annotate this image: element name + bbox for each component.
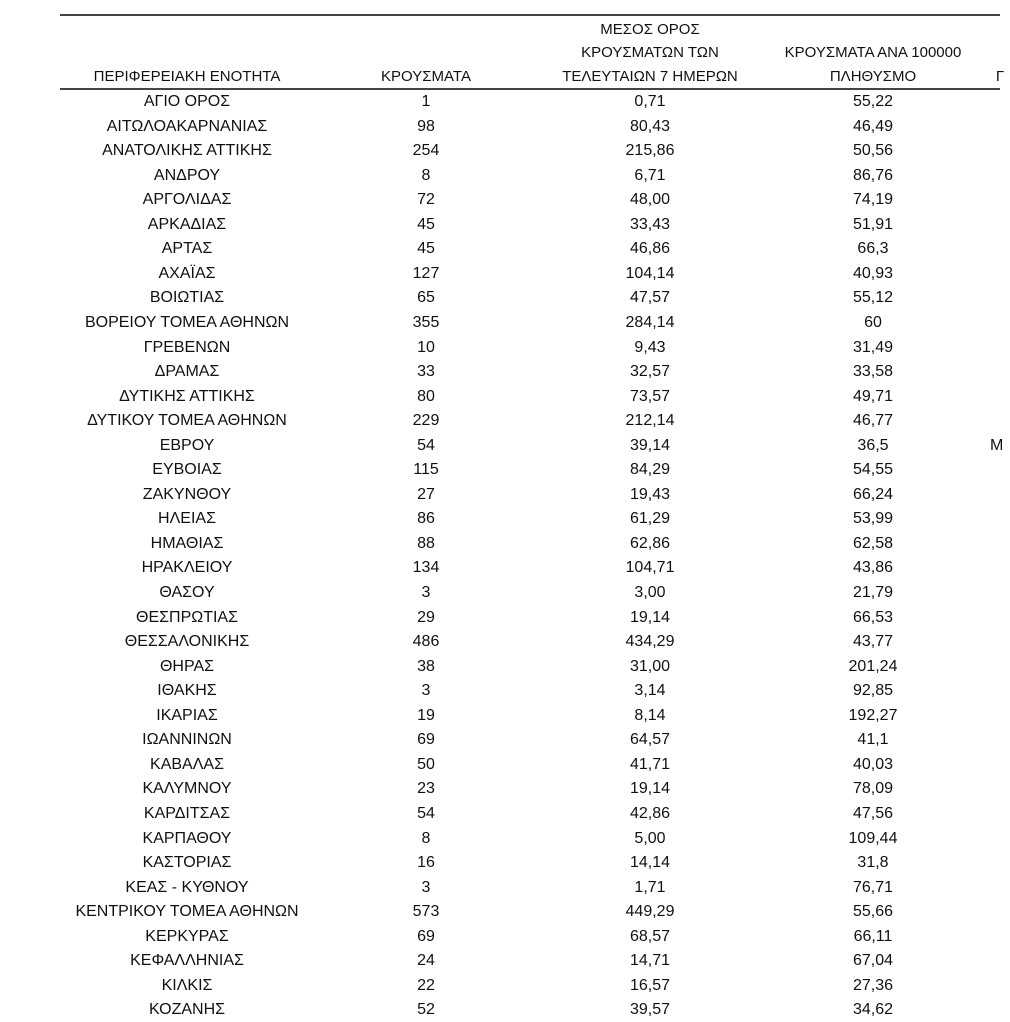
cell-cases: 3	[421, 682, 431, 700]
cell-col5: Μ	[990, 436, 1004, 454]
table-row	[0, 213, 1000, 237]
cell-cases-per-100000: 33,58	[852, 363, 894, 381]
cell-cases: 115	[413, 461, 439, 479]
cell-cases-per-100000: 78,09	[852, 780, 894, 798]
table-row	[0, 311, 1000, 335]
cell-cases-per-100000: 62,58	[852, 534, 894, 552]
cell-cases-per-100000: 47,56	[852, 804, 894, 822]
cell-cases-per-100000: 31,8	[857, 854, 889, 872]
table-row	[0, 188, 1000, 212]
cell-cases: 27	[417, 485, 435, 503]
table-row	[0, 655, 1000, 679]
cell-cases-per-100000: 67,04	[852, 952, 894, 970]
cell-cases: 50	[417, 755, 435, 773]
cell-cases-per-100000: 66,11	[853, 927, 893, 945]
cell-region: ΑΝΑΤΟΛΙΚΗΣ ΑΤΤΙΚΗΣ	[102, 142, 272, 160]
cell-cases: 38	[417, 657, 435, 675]
table-row	[0, 336, 1000, 360]
cell-region: ΚΕΑΣ - ΚΥΘΝΟΥ	[125, 878, 249, 896]
table-row	[0, 409, 1000, 433]
cell-cases-per-100000: 192,27	[848, 706, 898, 724]
table-row	[0, 728, 1000, 752]
cell-cases: 355	[412, 313, 440, 331]
cell-cases: 80	[417, 387, 435, 405]
cell-cases-per-100000: 92,85	[852, 682, 894, 700]
cell-cases-per-100000: 66,24	[852, 485, 894, 503]
cell-avg-7-days: 8,14	[634, 706, 666, 724]
table-row	[0, 802, 1000, 826]
cell-cases: 134	[412, 559, 440, 577]
cell-cases-per-100000: 60	[864, 313, 882, 331]
cell-region: ΑΝΔΡΟΥ	[153, 166, 221, 184]
cell-region: ΗΡΑΚΛΕΙΟΥ	[141, 559, 233, 577]
table-row	[0, 704, 1000, 728]
cell-avg-7-days: 84,29	[629, 461, 671, 479]
cell-cases-per-100000: 43,77	[852, 633, 894, 651]
cell-region: ΔΡΑΜΑΣ	[154, 363, 220, 381]
cell-avg-7-days: 39,14	[629, 436, 671, 454]
cell-avg-7-days: 61,29	[629, 510, 671, 528]
cell-avg-7-days: 19,43	[629, 485, 671, 503]
cell-region: ΖΑΚΥΝΘΟΥ	[142, 485, 232, 503]
cell-cases: 573	[412, 903, 440, 921]
cell-cases-per-100000: 43,86	[852, 559, 894, 577]
table-row	[0, 139, 1000, 163]
cell-cases: 72	[417, 191, 435, 209]
cell-avg-7-days: 6,71	[634, 166, 666, 184]
cell-avg-7-days: 212,14	[625, 412, 675, 430]
table-row	[0, 164, 1000, 188]
header-line: ΚΡΟΥΣΜΑΤΑ ΑΝΑ 100000	[784, 44, 962, 61]
cell-cases: 22	[417, 976, 435, 994]
cell-avg-7-days: 284,14	[625, 313, 675, 331]
table-row	[0, 900, 1000, 924]
cell-cases: 486	[412, 633, 440, 651]
cell-region: ΘΗΡΑΣ	[159, 657, 215, 675]
cell-region: ΙΘΑΚΗΣ	[157, 682, 217, 700]
cell-cases-per-100000: 55,66	[852, 903, 894, 921]
cell-cases-per-100000: 36,5	[857, 436, 889, 454]
cell-cases: 1	[421, 93, 431, 110]
table-row	[0, 630, 1000, 654]
cell-cases: 69	[417, 731, 435, 749]
cell-avg-7-days: 215,86	[625, 142, 675, 160]
cell-avg-7-days: 3,14	[634, 682, 666, 700]
cell-avg-7-days: 62,86	[629, 534, 671, 552]
cell-cases-per-100000: 55,22	[852, 93, 894, 110]
cell-region: ΑΧΑΪΑΣ	[158, 264, 216, 282]
cell-cases-per-100000: 66,3	[857, 240, 889, 258]
header-line: ΜΕΣΟΣ ΟΡΟΣ	[600, 20, 700, 38]
header-line: ΤΕΛΕΥΤΑΙΩΝ 7 ΗΜΕΡΩΝ	[562, 67, 738, 85]
cell-avg-7-days: 33,43	[629, 215, 671, 233]
cell-avg-7-days: 47,57	[629, 289, 671, 307]
cell-cases: 23	[417, 780, 435, 798]
table-row	[0, 679, 1000, 703]
cell-avg-7-days: 434,29	[625, 633, 675, 651]
cell-cases-per-100000: 54,55	[852, 461, 894, 479]
cell-avg-7-days: 3,00	[634, 584, 666, 601]
cell-avg-7-days: 42,86	[629, 804, 671, 822]
cell-region: ΕΥΒΟΙΑΣ	[152, 461, 222, 479]
cell-avg-7-days: 19,14	[629, 608, 671, 626]
cell-avg-7-days: 104,71	[625, 559, 675, 577]
cell-cases-per-100000: 40,03	[852, 755, 894, 773]
table-row	[0, 753, 1000, 777]
cell-cases: 8	[421, 166, 431, 184]
cell-cases: 8	[421, 829, 431, 847]
cell-region: ΚΑΒΑΛΑΣ	[150, 755, 224, 773]
cell-cases-per-100000: 27,36	[852, 976, 894, 994]
cell-cases: 29	[417, 608, 435, 626]
cell-region: ΚΑΡΠΑΘΟΥ	[142, 829, 232, 847]
table-row	[0, 949, 1000, 973]
cell-cases: 10	[417, 338, 435, 356]
cell-avg-7-days: 64,57	[629, 731, 671, 749]
header-line: ΚΡΟΥΣΜΑΤΑ	[381, 67, 471, 85]
cell-region: ΑΡΤΑΣ	[161, 240, 213, 258]
cell-region: ΔΥΤΙΚΟΥ ΤΟΜΕΑ ΑΘΗΝΩΝ	[87, 412, 287, 430]
cell-cases-per-100000: 46,77	[852, 412, 894, 430]
table-row	[0, 434, 1004, 458]
cell-cases-per-100000: 46,49	[852, 117, 894, 135]
table-row	[0, 483, 1000, 507]
table-row	[0, 851, 1000, 875]
cell-avg-7-days: 104,14	[625, 264, 675, 282]
cell-region: ΒΟΡΕΙΟΥ ΤΟΜΕΑ ΑΘΗΝΩΝ	[84, 313, 290, 331]
cell-cases-per-100000: 74,19	[852, 191, 894, 209]
table-row	[0, 286, 1000, 310]
cell-avg-7-days: 39,57	[629, 1001, 671, 1019]
cell-cases: 52	[417, 1001, 435, 1019]
cell-region: ΙΩΑΝΝΙΝΩΝ	[142, 731, 232, 749]
cell-cases: 65	[417, 289, 435, 307]
table-row	[0, 507, 1000, 531]
cell-cases: 54	[417, 804, 435, 822]
cell-cases-per-100000: 66,53	[852, 608, 894, 626]
cell-avg-7-days: 73,57	[629, 387, 671, 405]
table-row	[0, 556, 1000, 580]
cell-cases: 45	[417, 215, 435, 233]
cell-region: ΚΑΡΔΙΤΣΑΣ	[143, 804, 231, 822]
cell-region: ΑΡΚΑΔΙΑΣ	[147, 215, 227, 233]
cell-region: ΑΓΙΟ ΟΡΟΣ	[143, 93, 231, 110]
table-row	[0, 237, 1000, 261]
table-row	[0, 115, 1000, 139]
cell-avg-7-days: 1,71	[634, 878, 666, 896]
cell-cases: 16	[417, 854, 435, 872]
table-row	[0, 532, 1000, 556]
cell-cases: 127	[412, 264, 440, 282]
table-row	[0, 925, 1000, 949]
cell-cases-per-100000: 40,93	[852, 264, 894, 282]
cell-region: ΚΑΣΤΟΡΙΑΣ	[142, 854, 232, 872]
cell-region: ΓΡΕΒΕΝΩΝ	[143, 338, 231, 356]
cell-region: ΙΚΑΡΙΑΣ	[156, 706, 218, 724]
cell-region: ΒΟΙΩΤΙΑΣ	[149, 289, 225, 307]
table-row	[0, 581, 1000, 605]
cell-avg-7-days: 32,57	[629, 363, 671, 381]
cell-avg-7-days: 14,14	[629, 854, 671, 872]
cell-cases-per-100000: 21,79	[852, 584, 894, 601]
cell-region: ΑΙΤΩΛΟΑΚΑΡΝΑΝΙΑΣ	[106, 117, 268, 135]
cell-cases-per-100000: 109,44	[848, 829, 898, 847]
cell-region: ΘΑΣΟΥ	[159, 584, 215, 601]
cell-cases-per-100000: 55,12	[852, 289, 894, 307]
cell-avg-7-days: 16,57	[629, 976, 671, 994]
table-row	[0, 606, 1000, 630]
cell-region: ΘΕΣΣΑΛΟΝΙΚΗΣ	[124, 633, 250, 651]
cell-region: ΔΥΤΙΚΗΣ ΑΤΤΙΚΗΣ	[119, 387, 255, 405]
cell-cases: 69	[417, 927, 435, 945]
table-row	[0, 876, 1000, 900]
cell-region: ΚΕΝΤΡΙΚΟΥ ΤΟΜΕΑ ΑΘΗΝΩΝ	[75, 903, 299, 921]
cell-avg-7-days: 449,29	[625, 903, 675, 921]
table-row	[0, 262, 1000, 286]
cell-region: ΕΒΡΟΥ	[159, 436, 215, 454]
cell-avg-7-days: 5,00	[634, 829, 666, 847]
table-row	[0, 90, 1000, 114]
header-line: ΠΛΗΘΥΣΜΟ	[829, 67, 917, 85]
cell-avg-7-days: 41,71	[629, 755, 671, 773]
cell-cases-per-100000: 201,24	[848, 657, 898, 675]
cell-cases-per-100000: 41,1	[857, 731, 889, 749]
cell-cases: 98	[417, 117, 435, 135]
cell-avg-7-days: 80,43	[629, 117, 671, 135]
table-row	[0, 827, 1000, 851]
cell-avg-7-days: 68,57	[629, 927, 671, 945]
cell-region: ΚΟΖΑΝΗΣ	[148, 1001, 226, 1019]
cell-cases: 3	[421, 584, 431, 601]
cell-cases-per-100000: 53,99	[852, 510, 894, 528]
table-row	[0, 998, 1000, 1022]
cell-avg-7-days: 19,14	[629, 780, 671, 798]
cell-avg-7-days: 14,71	[629, 952, 671, 970]
cell-cases: 19	[417, 706, 435, 724]
cell-cases: 33	[417, 363, 435, 381]
cell-cases-per-100000: 86,76	[852, 166, 894, 184]
cell-cases: 54	[417, 436, 435, 454]
cell-cases-per-100000: 50,56	[852, 142, 894, 160]
cell-cases: 86	[417, 510, 435, 528]
header-line: ΠΕΡΙΦΕΡΕΙΑΚΗ ΕΝΟΤΗΤΑ	[93, 67, 281, 85]
cell-region: ΚΕΡΚΥΡΑΣ	[145, 927, 229, 945]
cell-region: ΚΑΛΥΜΝΟΥ	[142, 780, 232, 798]
cell-avg-7-days: 9,43	[634, 338, 666, 356]
cell-avg-7-days: 46,86	[629, 240, 671, 258]
table-row	[0, 777, 1000, 801]
cell-region: ΚΙΛΚΙΣ	[161, 976, 213, 994]
cell-region: ΘΕΣΠΡΩΤΙΑΣ	[136, 608, 238, 626]
cell-cases: 229	[412, 412, 440, 430]
cell-cases-per-100000: 51,91	[852, 215, 894, 233]
table-row	[0, 974, 1000, 998]
cell-cases: 254	[412, 142, 440, 160]
table-row	[0, 360, 1000, 384]
table-row	[0, 385, 1000, 409]
table-row	[0, 458, 1000, 482]
cell-cases: 88	[417, 534, 435, 552]
cell-cases-per-100000: 49,71	[852, 387, 894, 405]
cell-region: ΚΕΦΑΛΛΗΝΙΑΣ	[130, 952, 244, 970]
cell-avg-7-days: 0,71	[634, 93, 666, 110]
header-line: Γ	[995, 67, 1005, 85]
cell-cases: 3	[421, 878, 431, 896]
header-line: ΚΡΟΥΣΜΑΤΩΝ ΤΩΝ	[581, 44, 719, 61]
cell-cases-per-100000: 31,49	[852, 338, 894, 356]
cell-cases-per-100000: 76,71	[852, 878, 894, 896]
cell-avg-7-days: 48,00	[629, 191, 671, 209]
cell-avg-7-days: 31,00	[629, 657, 671, 675]
cell-region: ΑΡΓΟΛΙΔΑΣ	[142, 191, 232, 209]
cell-cases: 45	[417, 240, 435, 258]
cell-cases-per-100000: 34,62	[852, 1001, 894, 1019]
cell-region: ΗΛΕΙΑΣ	[158, 510, 216, 528]
cell-region: ΗΜΑΘΙΑΣ	[150, 534, 224, 552]
cell-cases: 24	[417, 952, 435, 970]
